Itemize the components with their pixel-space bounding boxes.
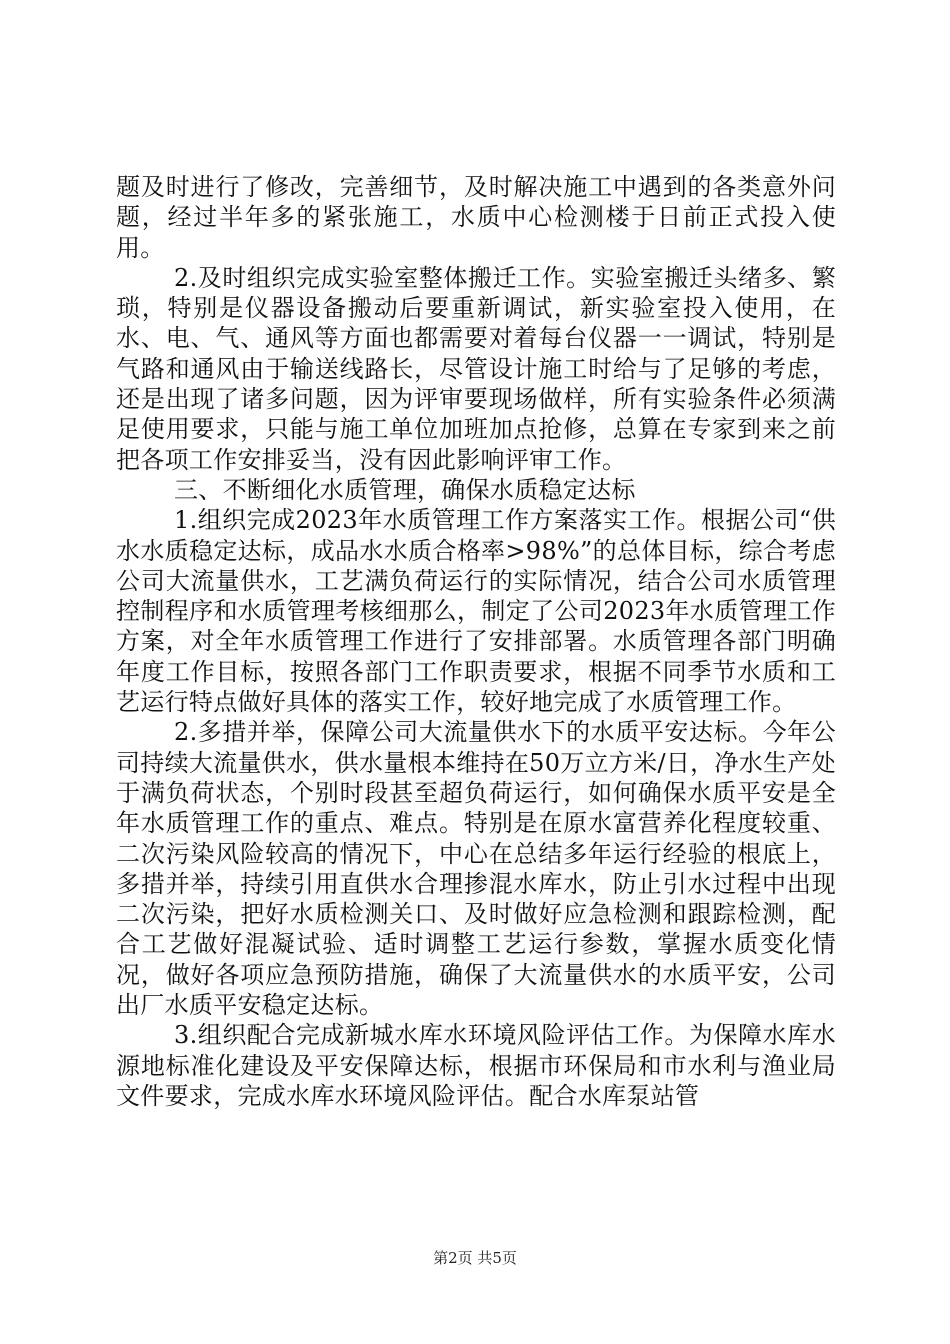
document-body: [116, 172, 836, 1111]
paragraph-lab-relocation: 2.及时组织完成实验室整体搬迁工作。实验室搬迁头绪多、繁琐，特别是仪器设备搬动后要重新调试，新实验室投入使用，在水、电、气、通风等方面也都需要对着每台仪器一一调试，特别是气路和通风由于输送线路长，尽管设计施工时给与了足够的考虑，还是出现了诸多问题，因为评审要现场做样，所有实验条件必须满足使用要求，只能与施工单位加班加点抢修，总算在专家到来之前把各项工作安排妥当，没有因此影响评审工作。: [116, 263, 836, 474]
paragraph-management-plan: 1.组织完成2023年水质管理工作方案落实工作。根据公司“供水水质稳定达标，成品水水质合格率>98%”的总体目标，综合考虑公司大流量供水，工艺满负荷运行的实际情况，结合公司水质管理控制程序和水质管理考核细那么，制定了公司2023年水质管理工作方案，对全年水质管理工作进行了安排部署。水质管理各部门明确年度工作目标，按照各部门工作职责要求，根据不同季节水质和工艺运行特点做好具体的落实工作，较好地完成了水质管理工作。: [116, 506, 836, 717]
section-heading-water-quality: 三、不断细化水质管理，确保水质稳定达标: [174, 475, 636, 504]
paragraph-risk-assessment: 3.组织配合完成新城水库水环境风险评估工作。为保障水库水源地标准化建设及平安保障达标，根据市环保局和市水利与渔业局文件要求，完成水库水环境风险评估。配合水库泵站管: [116, 1021, 836, 1110]
paragraph-continuation: 题及时进行了修改，完善细节，及时解决施工中遇到的各类意外问题，经过半年多的紧张施工，水质中心检测楼于日前正式投入使用。: [116, 173, 836, 262]
page-footer: 第2页 共5页: [433, 1249, 517, 1267]
paragraph-high-flow-supply: 2.多措并举，保障公司大流量供水下的水质平安达标。今年公司持续大流量供水，供水量根本维持在50万立方米/日，净水生产处于满负荷状态，个别时段甚至超负荷运行，如何确保水质平安是全年水质管理工作的重点、难点。特别是在原水富营养化程度较重、二次污染风险较高的情况下，中心在总结多年运行经验的根底上，多措并举，持续引用直供水合理掺混水库水，防止引水过程中出现二次污染，把好水质检测关口、及时做好应急检测和跟踪检测，配合工艺做好混凝试验、适时调整工艺运行参数，掌握水质变化情况，做好各项应急预防措施，确保了大流量供水的水质平安，公司出厂水质平安稳定达标。: [116, 718, 836, 1020]
